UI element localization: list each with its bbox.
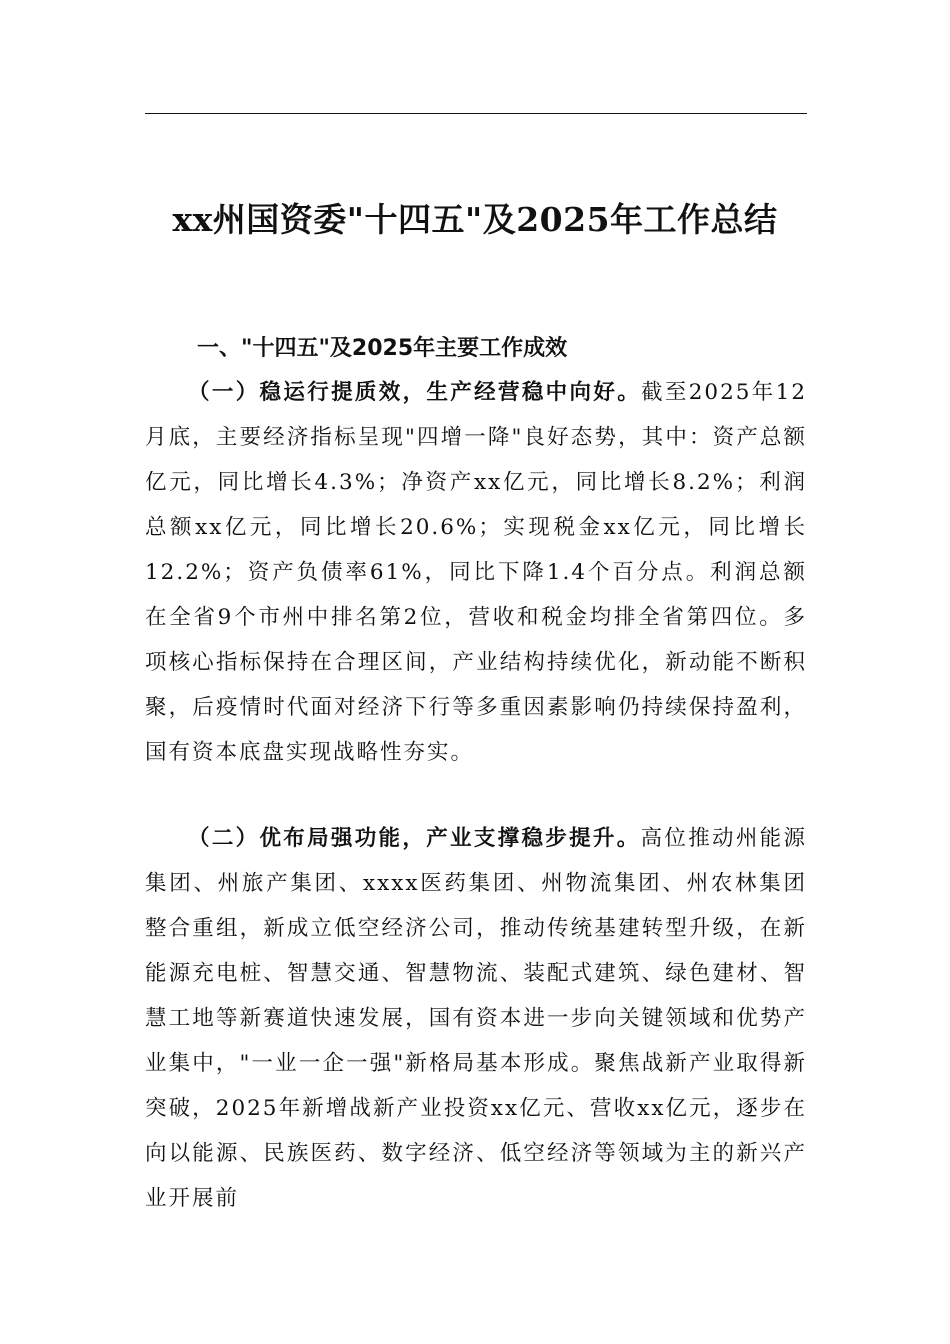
paragraph-lead: （二）优布局强功能，产业支撑稳步提升。 [188,826,641,851]
paragraph-lead: （一）稳运行提质效，生产经营稳中向好。 [188,380,642,405]
paragraph-body: 高位推动州能源集团、州旅产集团、xxxx医药集团、州物流集团、州农林集团整合重组，新成立低空经济公司，推动传统基建转型升级，在新能源充电桩、智慧交通、智慧物流、装配式建筑、绿色建材、智慧工地等新赛道快速发展，国有资本进一步向关键领域和优势产业集中，"一业一企一强"新格局基本形成。聚焦战新产业取得新突破，2025年新增战新产业投资xx亿元、营收xx亿元，逐步在向以能源、民族医药、数字经济、低空经济等领域为主的新兴产业开展前 [145,826,807,1211]
section-heading: 一、"十四五"及2025年主要工作成效 [197,336,568,361]
paragraph-2 [145,816,807,1221]
paragraph-body: 截至2025年12月底，主要经济指标呈现"四增一降"良好态势，其中：资产总额亿元，同比增长4.3%；净资产xx亿元，同比增长8.2%；利润总额xx亿元，同比增长20.6%；实现税金xx亿元，同比增长12.2%；资产负债率61%，同比下降1.4个百分点。利润总额在全省9个市州中排名第2位，营收和税金均排全省第四位。多项核心指标保持在合理区间，产业结构持续优化，新动能不断积聚，后疫情时代面对经济下行等多重因素影响仍持续保持盈利，国有资本底盘实现战略性夯实。 [145,380,807,765]
paragraph-1 [145,370,807,775]
header-rule [145,113,807,114]
document-title: xx州国资委"十四五"及2025年工作总结 [172,200,778,239]
